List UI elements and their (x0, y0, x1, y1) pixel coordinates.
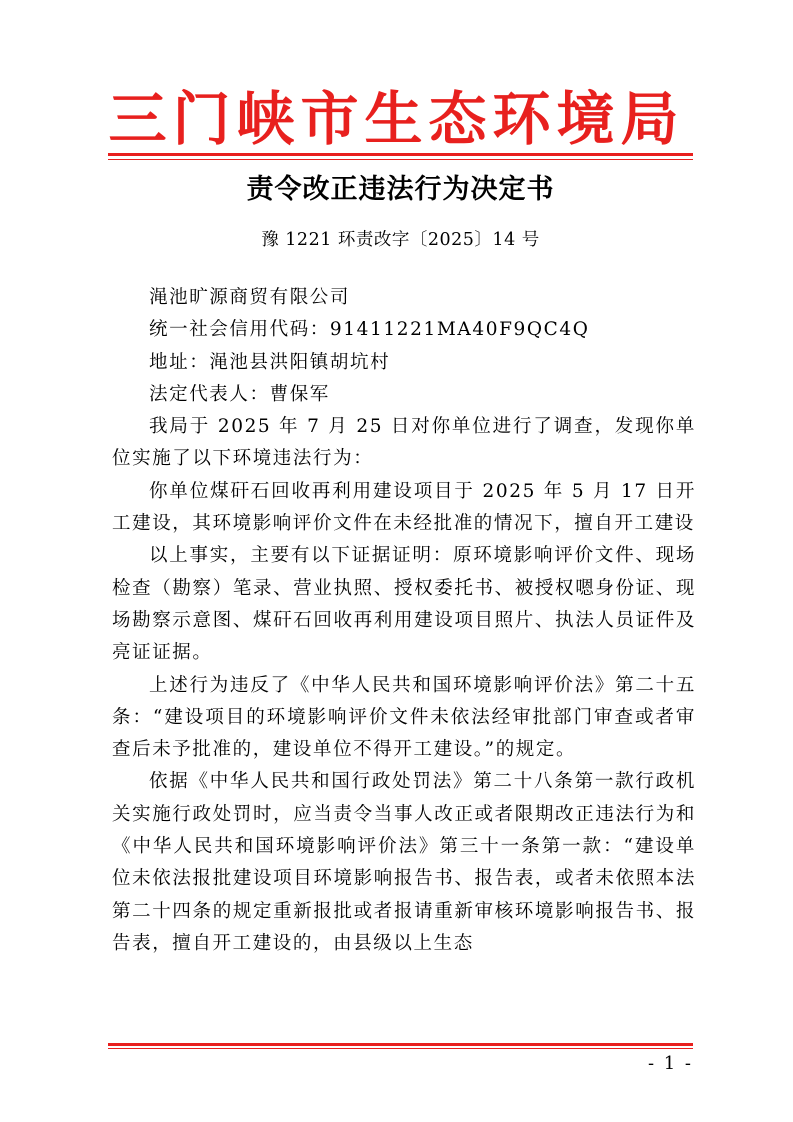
document-body (112, 282, 696, 960)
document-title: 责令改正违法行为决定书 (246, 174, 555, 205)
paragraph-violation: 你单位煤矸石回收再利用建设项目于 2025 年 5 月 17 日开工建设，其环境影响评价文件在未经批准的情况下，擅自开工建设 (112, 480, 696, 535)
header-red-rule-thick (108, 153, 693, 156)
header-red-rule-thin (108, 159, 693, 160)
recipient-legal-rep: 法定代表人：曹保军 (149, 383, 330, 405)
recipient-credit-code: 统一社会信用代码：91411221MA40F9QC4Q (149, 319, 590, 341)
paragraph-investigation: 我局于 2025 年 7 月 25 日对你单位进行了调查，发现你单位实施了以下环境违法行为： (112, 416, 696, 470)
paragraph-legal-basis: 依据《中华人民共和国行政处罚法》第二十八条第一款行政机关实施行政处罚时，应当责令当事人改正或者限期改正违法行为和《中华人民共和国环境影响评价法》第三十一条第一款：“建设单位未依法报批建设项目环境影响报告书、报告表，或者未依照本法第二十四条的规定重新报批或者报请重新审核环境影响报告书、报告表，擅自开工建设的，由县级以上生态 (112, 771, 696, 954)
recipient-company: 渑池旷源商贸有限公司 (149, 287, 351, 308)
paragraph-evidence: 以上事实，主要有以下证据证明：原环境影响评价文件、现场检查（勘察）笔录、营业执照、授权委托书、被授权嗯身份证、现场勘察示意图、煤矸石回收再利用建设项目照片、执法人员证件及亮证证据。 (112, 545, 696, 664)
paragraph-law-violated: 上述行为违反了《中华人民共和国环境影响评价法》第二十五条：“建设项目的环境影响评价文件未依法经审批部门审查或者审查后未予批准的，建设单位不得开工建设。”的规定。 (112, 674, 696, 761)
document-number: 豫 1221 环责改字〔2025〕14 号 (261, 230, 540, 250)
agency-name: 三门峡市生态环境局 (108, 85, 685, 153)
footer-red-rule-thick (108, 1043, 693, 1046)
page-number: - 1 - (647, 1053, 693, 1074)
footer-red-rule-thin (108, 1048, 693, 1049)
recipient-address: 地址：渑池县洪阳镇胡坑村 (149, 351, 391, 373)
